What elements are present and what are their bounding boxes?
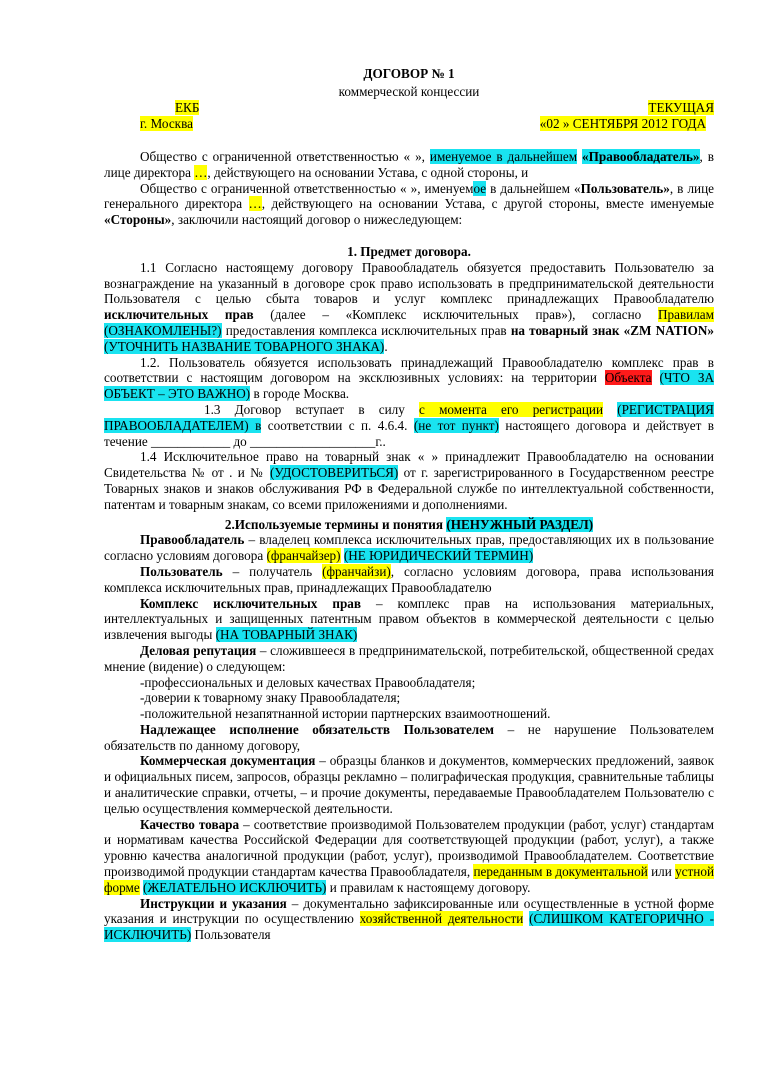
section-1-heading: 1. Предмет договора. xyxy=(347,243,471,259)
reputation-item-3: -положительной незапятнанной истории партнерских взаимоотношений. xyxy=(140,706,551,722)
term-user: Пользователь – получатель (франчайзи), согласно условиям договора, права использования комплекса исключительных прав, принадлежащих Правообладателю xyxy=(104,563,714,595)
clause-1-3: 1.3 Договор вступает в силу с момента его регистрации (РЕГИСТРАЦИЯ ПРАВООБЛАДАТЕЛЕМ) в соответствии с п. 4.6.4. (не тот пункт) настоящего договора и действует в течение ____________ до ___________________г.. xyxy=(104,401,714,449)
contract-date: «02 » СЕНТЯБРЯ 2012 ГОДА xyxy=(539,116,706,131)
term-rightholder: Правообладатель – владелец комплекса исключительных прав, предоставляющих их в пользование согласно условиям договора (франчайзер) (НЕ ЮРИДИЧЕСКИЙ ТЕРМИН) xyxy=(104,532,714,564)
reputation-item-1: -профессиональных и деловых качествах Правообладателя; xyxy=(140,674,476,690)
reputation-item-2: -доверии к товарному знаку Правообладателя; xyxy=(140,690,401,706)
city-code: ЕКБ xyxy=(175,100,200,115)
section-2-heading: 2.Используемые термины и понятия (НЕНУЖНЫЙ РАЗДЕЛ) xyxy=(224,516,594,532)
intro-party-1: Общество с ограниченной ответственностью « », именуемое в дальнейшем «Правообладатель», в лице директора …, действующего на основании Устава, с одной стороны, и xyxy=(104,149,714,180)
term-product-quality: Качество товара – соответствие производимой Пользователем продукции (работ, услуг) стандартам и нормативам качества Российской Федерации для соответствующей продукции (работ, услуг), а также уровню качества аналогичной продукции (работ, услуг), производимой Правообладателем. Соответствие производимой продукции стандартам качества Правообладателя, переданным в документальной или устной форме (ЖЕЛАТЕЛЬНО ИСКЛЮЧИТЬ) и правилам к настоящему договору. xyxy=(104,816,714,895)
term-reputation: Деловая репутация – сложившееся в предпринимательской, потребительской, общественной средах мнение (видение) о следующем: xyxy=(104,642,714,674)
term-rights-complex: Комплекс исключительных прав – комплекс прав на использования материальных, интеллектуальных и защищенных патентным правом объектов в коммерческой деятельности с целью извлечения выгоды (НА ТОВАРНЫЙ ЗНАК) xyxy=(104,595,714,643)
clause-1-2: 1.2. Пользователь обязуется использовать принадлежащий Правообладателю комплекс прав в соответствии с настоящим договором на эксклюзивных условиях: на территории Объекта (ЧТО ЗА ОБЪЕКТ – ЭТО ВАЖНО) в городе Москва. xyxy=(104,354,714,402)
city-name: г. Москва xyxy=(140,116,193,131)
contract-subtitle: коммерческой концессии xyxy=(338,84,480,99)
term-instructions: Инструкции и указания – документально зафиксированные или осуществленные в устной форме указания и инструкции по осуществлению хозяйственной деятельности (СЛИШКОМ КАТЕГОРИЧНО - ИСКЛЮЧИТЬ) Пользователя xyxy=(104,895,715,943)
contract-title: ДОГОВОР № 1 xyxy=(363,66,455,81)
term-proper-performance: Надлежащее исполнение обязательств Пользователем – не нарушение Пользователем обязательств по данному договору, xyxy=(104,721,714,753)
intro-party-2: Общество с ограниченной ответственностью « », именуемое в дальнейшем «Пользователь», в лице генерального директора …, действующего на основании Устава, с другой стороны, вместе именуемые «Стороны», заключили настоящий договор о нижеследующем: xyxy=(104,180,714,228)
term-commercial-docs: Коммерческая документация – образцы бланков и документов, коммерческих предложений, заявок и официальных писем, запросов, образцы рекламно – полиграфическая продукция, сравнительные таблицы и аналитические справки, отчеты, – и прочие документы, передаваемые Правообладателем Пользователю с целью осуществления коммерческой деятельности. xyxy=(104,753,714,816)
document-body xyxy=(104,149,714,943)
clause-1-4: 1.4 Исключительное право на товарный знак « » принадлежит Правообладателю на основании Свидетельства № от . и № (УДОСТОВЕРИТЬСЯ) от г. зарегистрированного в Государственном реестре Товарных знаков и знаков обслуживания РФ в Федеральной службе по интеллектуальной собственности, патентам и товарным знакам, со всеми приложениями и дополнениями. xyxy=(104,449,714,512)
date-label: ТЕКУЩАЯ xyxy=(648,100,714,115)
clause-1-1: 1.1 Согласно настоящему договору Правообладатель обязуется предоставить Пользователю за вознаграждение на указанный в договоре срок право использовать в предпринимательской деятельности Пользователя с целью сбыта товаров и услуг комплекс принадлежащих Правообладателю исключительных прав (далее – «Комплекс исключительных прав»), согласно Правилам (ОЗНАКОМЛЕНЫ?) предоставления комплекса исключительных прав на товарный знак «ZM NATION» (УТОЧНИТЬ НАЗВАНИЕ ТОВАРНОГО ЗНАКА). xyxy=(104,259,715,354)
